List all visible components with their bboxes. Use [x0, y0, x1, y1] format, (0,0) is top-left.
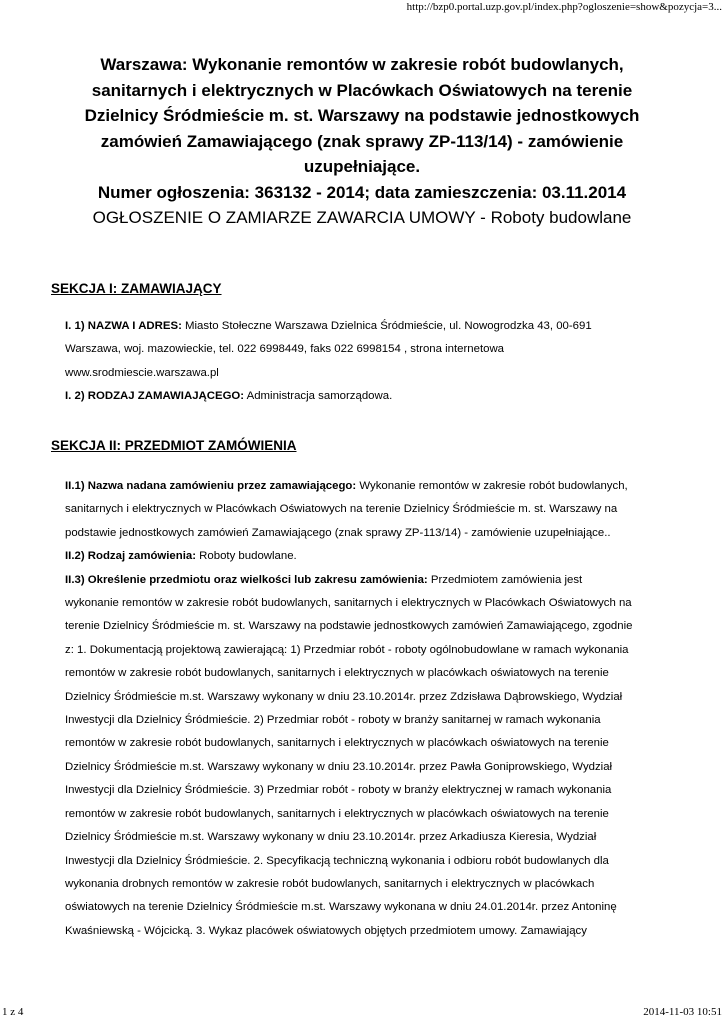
field-line: Dzielnicy Śródmieście m.st. Warszawy wykonany w dniu 23.10.2014r. przez Pawła Goniprowskiego, Wydział: [65, 760, 613, 773]
field-line: [65, 475, 675, 498]
contract-name: [65, 475, 675, 545]
field-line: sanitarnych i elektrycznych w Placówkach Oświatowych na terenie Dzielnicy Śródmieście m. st. Warszawy na: [65, 503, 618, 516]
title-line: sanitarnych i elektrycznych w Placówkach Oświatowych na terenie: [91, 80, 633, 100]
field-value: Administracja samorządowa.: [244, 390, 393, 403]
contract-scope: [65, 569, 675, 944]
contract-type: [65, 545, 675, 568]
section-1-body: [65, 315, 675, 409]
field-line: remontów w zakresie robót budowlanych, sanitarnych i elektrycznych w placówkach oświatowych na terenie: [65, 807, 609, 820]
field-line: [65, 315, 675, 338]
announcement-header: [80, 52, 644, 231]
field-line: Inwestycji dla Dzielnicy Śródmieście. 3) Przedmiar robót - roboty w branży elektrycznej w ramach wykonania: [65, 784, 612, 797]
title-line: Dzielnicy Śródmieście m. st. Warszawy na podstawie jednostkowych: [84, 106, 640, 125]
field-label: II.3) Określenie przedmiotu oraz wielkości lub zakresu zamówienia:: [65, 573, 428, 586]
field-line: terenie Dzielnicy Śródmieście m. st. Warszawy na podstawie jednostkowych zamówień Zamawiającego, zgodnie: [65, 620, 633, 633]
contracting-authority-type: [65, 385, 675, 408]
title-line: Warszawa: Wykonanie remontów w zakresie robót budowlanych,: [100, 55, 624, 74]
field-label: II.2) Rodzaj zamówienia:: [65, 550, 197, 563]
field-line: Warszawa, woj. mazowieckie, tel. 022 6998449, faks 022 6998154 , strona internetowa: [65, 343, 505, 356]
announcement-number: Numer ogłoszenia: 363132 - 2014; data zamieszczenia: 03.11.2014: [97, 182, 627, 202]
field-label: I. 2) RODZAJ ZAMAWIAJĄCEGO:: [65, 390, 245, 403]
field-line: [65, 569, 675, 592]
field-line: wykonania drobnych remontów w zakresie robót budowlanych, sanitarnych i elektrycznych w placówkach: [65, 877, 595, 890]
field-value: Wykonanie remontów w zakresie robót budowlanych,: [356, 480, 628, 492]
section-1-heading: SEKCJA I: ZAMAWIAJĄCY: [51, 281, 222, 296]
page-number: 1 z 4: [2, 1006, 24, 1018]
field-line: Inwestycji dla Dzielnicy Śródmieście. 2) Przedmiar robót - roboty w branży sanitarnej w ramach wykonania: [65, 714, 601, 727]
print-datetime: 2014-11-03 10:51: [643, 1006, 722, 1018]
field-line: podstawie jednostkowych zamówień Zamawiającego (znak sprawy ZP-113/14) - zamówienie uzupełniające..: [65, 526, 611, 539]
field-line: www.srodmiescie.warszawa.pl: [65, 366, 219, 379]
field-value: Miasto Stołeczne Warszawa Dzielnica Śródmieście, ul. Nowogrodzka 43, 00-691: [181, 320, 592, 332]
contracting-authority-name-address: [65, 315, 675, 385]
field-value: Roboty budowlane.: [196, 550, 297, 563]
field-line: remontów w zakresie robót budowlanych, sanitarnych i elektrycznych w placówkach oświatowych na terenie: [65, 737, 609, 750]
field-line: Dzielnicy Śródmieście m.st. Warszawy wykonany w dniu 23.10.2014r. przez Arkadiusza Kieresia, Wydział: [65, 831, 597, 844]
print-header-url: http://bzp0.portal.uzp.gov.pl/index.php?ogloszenie=show&pozycja=3...: [406, 1, 722, 13]
field-line: Kwaśniewską - Wójcicką. 3. Wykaz placówek oświatowych objętych przedmiotem umowy. Zamawiający: [65, 924, 587, 937]
field-line: [65, 385, 675, 408]
field-line: Inwestycji dla Dzielnicy Śródmieście. 2. Specyfikacją techniczną wykonania i odbioru robót budowlanych dla: [65, 854, 609, 867]
field-line: Dzielnicy Śródmieście m.st. Warszawy wykonany w dniu 23.10.2014r. przez Zdzisława Dąbrowskiego, Wydział: [65, 690, 623, 703]
field-line: remontów w zakresie robót budowlanych, sanitarnych i elektrycznych w placówkach oświatowych na terenie: [65, 667, 609, 680]
announcement-title: [80, 52, 644, 180]
announcement-type: OGŁOSZENIE O ZAMIARZE ZAWARCIA UMOWY - Roboty budowlane: [92, 208, 632, 227]
field-line: [65, 545, 675, 568]
title-line: uzupełniające.: [303, 157, 421, 176]
field-line: wykonanie remontów w zakresie robót budowlanych, sanitarnych i elektrycznych w Placówkach Oświatowych na: [65, 597, 632, 610]
field-label: II.1) Nazwa nadana zamówieniu przez zamawiającego:: [65, 480, 357, 492]
section-2-heading: SEKCJA II: PRZEDMIOT ZAMÓWIENIA: [51, 438, 297, 453]
section-2-body: [65, 475, 675, 943]
field-value: Przedmiotem zamówienia jest: [427, 573, 583, 586]
title-line: zamówień Zamawiającego (znak sprawy ZP-113/14) - zamówienie: [100, 131, 624, 151]
field-line: z: 1. Dokumentacją projektową zawierającą: 1) Przedmiar robót - roboty ogólnobudowlane w ramach wykonania: [65, 643, 629, 656]
field-line: oświatowych na terenie Dzielnicy Śródmieście m.st. Warszawy wykonana w dniu 24.01.2014r. przez Antoninę: [65, 901, 617, 914]
field-label: I. 1) NAZWA I ADRES:: [65, 320, 182, 332]
